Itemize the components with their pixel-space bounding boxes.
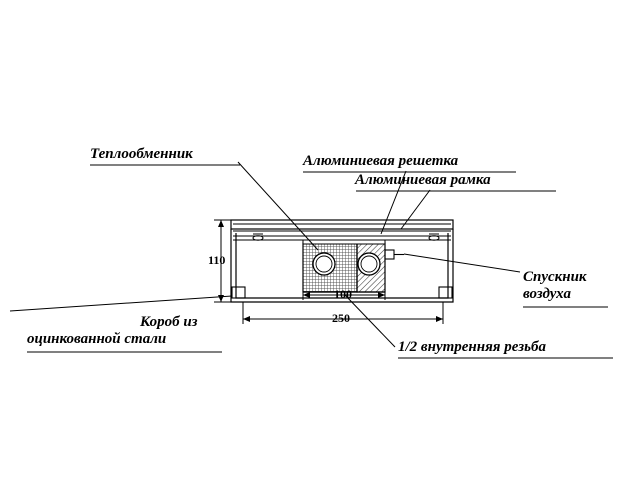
dimension-value-height: 110 xyxy=(208,253,226,267)
label-internal-thread: 1/2 внутренняя резьба xyxy=(398,339,546,355)
label-galvanized-box-line1: Короб из xyxy=(140,314,198,330)
label-air-vent xyxy=(523,269,587,304)
label-galvanized-box-line2: оцинкованной стали xyxy=(27,331,167,348)
dimension-value-total-width: 250 xyxy=(332,311,350,325)
dimension-value-inner-width: 100 xyxy=(334,287,352,301)
label-heat-exchanger: Теплообменник xyxy=(90,146,193,162)
aluminium-frame-band xyxy=(233,224,451,240)
label-air-vent-line2: воздуха xyxy=(523,286,571,303)
label-galvanized-box xyxy=(27,314,198,349)
heat-exchanger xyxy=(303,240,385,292)
label-aluminium-grille: Алюминиевая решетка xyxy=(303,153,459,169)
air-vent xyxy=(385,250,404,259)
label-air-vent-line1: Спускник xyxy=(523,269,587,285)
label-aluminium-frame: Алюминиевая рамка xyxy=(355,172,491,188)
frame-fixings xyxy=(253,234,439,240)
